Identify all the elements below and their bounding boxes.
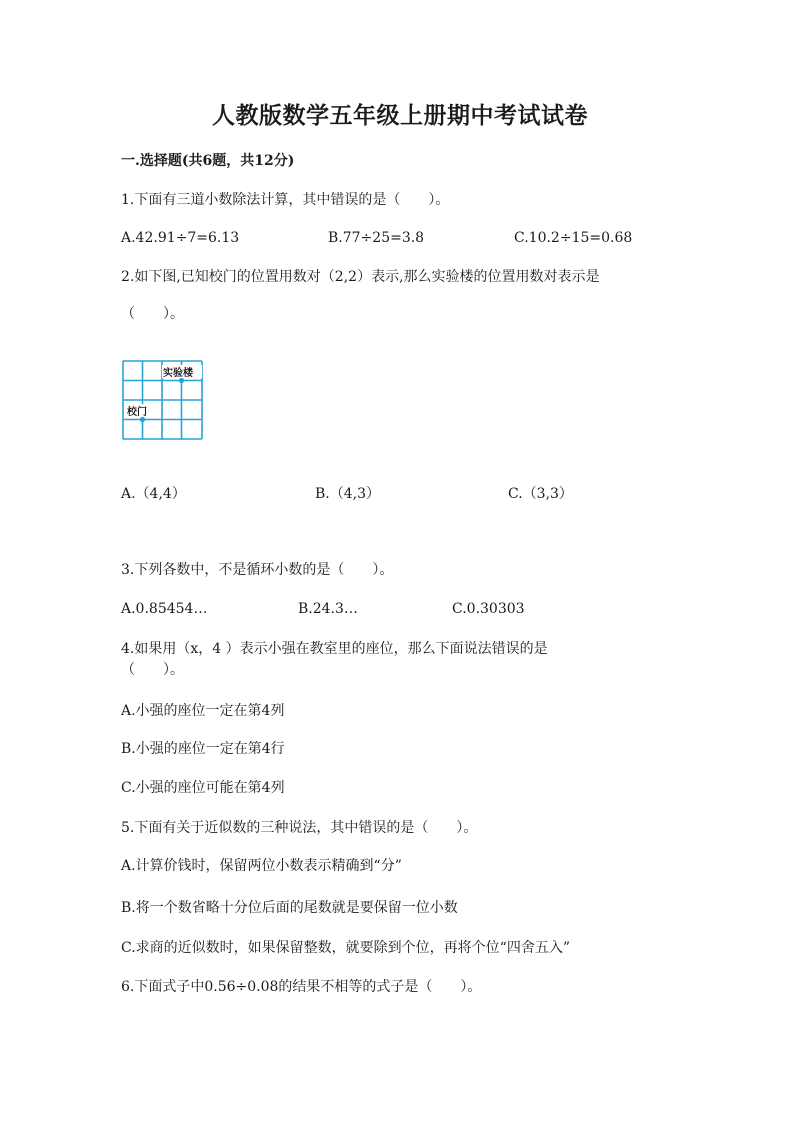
question-2-option-c: C.（3,3） — [508, 486, 573, 502]
question-3-option-c: C.0.30303 — [452, 601, 525, 617]
question-1-stem: 1.下面有三道小数除法计算，其中错误的是（ ）。 — [121, 192, 450, 208]
question-4-stem-line1: 4.如果用（x，4 ）表示小强在教室里的座位，那么下面说法错误的是 — [121, 641, 548, 657]
question-4-option-c: C.小强的座位可能在第4列 — [121, 780, 285, 796]
question-3-option-b: B.24.3… — [298, 601, 358, 617]
lab-label: 实验楼 — [163, 368, 193, 379]
question-5-option-c: C.求商的近似数时，如果保留整数，就要除到个位，再将个位“四舍五入” — [121, 940, 570, 956]
question-5-option-a: A.计算价钱时，保留两位小数表示精确到“分” — [121, 858, 402, 874]
question-2-stem-line1: 2.如下图,已知校门的位置用数对（2,2）表示,那么实验楼的位置用数对表示是 — [121, 269, 600, 285]
question-2-option-a: A.（4,4） — [121, 486, 186, 502]
question-5-stem: 5.下面有关于近似数的三种说法，其中错误的是（ ）。 — [121, 820, 478, 836]
question-4-option-b: B.小强的座位一定在第4行 — [121, 741, 285, 757]
question-1-option-a: A.42.91÷7=6.13 — [121, 230, 240, 246]
coordinate-grid — [122, 360, 204, 440]
question-2-stem-line2: （ ）。 — [121, 306, 184, 322]
question-2-option-b: B.（4,3） — [315, 486, 381, 502]
question-2-grid-figure — [122, 360, 204, 440]
question-4-option-a: A.小强的座位一定在第4列 — [121, 703, 285, 719]
question-6-stem: 6.下面式子中0.56÷0.08的结果不相等的式子是（ ）。 — [121, 979, 482, 995]
page-title: 人教版数学五年级上册期中考试试卷 — [212, 102, 588, 129]
question-5-option-b: B.将一个数省略十分位后面的尾数就是要保留一位小数 — [121, 900, 458, 916]
gate-label: 校门 — [127, 407, 147, 418]
question-1-option-c: C.10.2÷15=0.68 — [514, 230, 633, 246]
question-4-stem-line2: （ ）。 — [121, 662, 184, 678]
section-heading: 一.选择题(共6题，共12分) — [121, 153, 295, 169]
question-3-stem: 3.下列各数中，不是循环小数的是（ ）。 — [121, 562, 394, 578]
question-1-option-b: B.77÷25=3.8 — [328, 230, 425, 246]
question-3-option-a: A.0.85454… — [121, 601, 208, 617]
